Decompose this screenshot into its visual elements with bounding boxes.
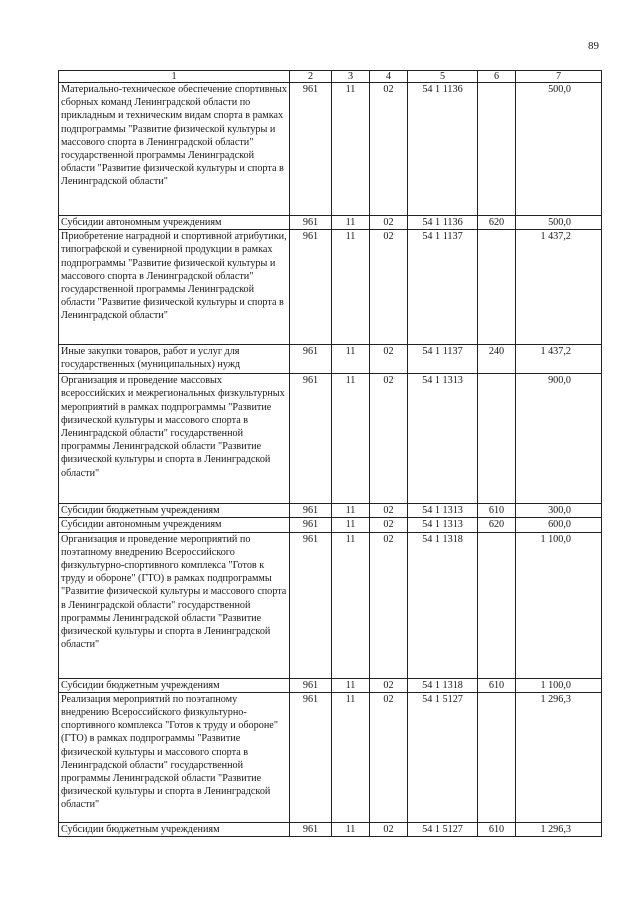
- row-subsection: 02: [370, 216, 408, 230]
- row-subsection: 02: [370, 822, 408, 836]
- row-name: Материально-техническое обеспечение спортивных сборных команд Ленинградской области по прикладным и техническим видам спорта в рамках подпрограммы "Развитие физической культуры и массового спорта в Ленинградской области" государственной программы Ленинградской области "Развитие физической культуры и спорта в Ленинградской области": [59, 83, 290, 216]
- row-target-article: 54 1 5127: [408, 692, 478, 822]
- row-target-article: 54 1 1136: [408, 83, 478, 216]
- row-expense-type: 610: [478, 678, 516, 692]
- table-row: [59, 230, 602, 345]
- table-row: [59, 692, 602, 822]
- row-expense-type: 240: [478, 345, 516, 374]
- row-name: Субсидии бюджетным учреждениям: [59, 822, 290, 836]
- row-subsection: 02: [370, 374, 408, 504]
- row-section: 11: [332, 374, 370, 504]
- row-subsection: 02: [370, 692, 408, 822]
- row-ministry: 961: [290, 216, 332, 230]
- row-amount: 1 437,2: [516, 230, 602, 345]
- table-row: [59, 822, 602, 836]
- page-number: 89: [588, 40, 599, 52]
- row-expense-type: 620: [478, 518, 516, 532]
- budget-table: [58, 70, 602, 837]
- row-amount: 1 100,0: [516, 678, 602, 692]
- table-row: [59, 345, 602, 374]
- table-row: [59, 216, 602, 230]
- row-expense-type: [478, 374, 516, 504]
- row-amount: 1 437,2: [516, 345, 602, 374]
- row-target-article: 54 1 1137: [408, 345, 478, 374]
- header-cell: 5: [408, 71, 478, 83]
- row-subsection: 02: [370, 230, 408, 345]
- row-section: 11: [332, 678, 370, 692]
- row-target-article: 54 1 1318: [408, 678, 478, 692]
- row-section: 11: [332, 532, 370, 678]
- row-ministry: 961: [290, 345, 332, 374]
- row-section: 11: [332, 345, 370, 374]
- row-subsection: 02: [370, 504, 408, 518]
- row-target-article: 54 1 1318: [408, 532, 478, 678]
- row-amount: 300,0: [516, 504, 602, 518]
- header-cell: 3: [332, 71, 370, 83]
- row-name: Реализация мероприятий по поэтапному внедрению Всероссийского физкультурно-спортивного комплекса "Готов к труду и обороне" (ГТО) в рамках подпрограммы "Развитие физической культуры и массового спорта в Ленинградской области" государственной программы Ленинградской области "Развитие физической культуры и спорта в Ленинградской области": [59, 692, 290, 822]
- row-expense-type: [478, 692, 516, 822]
- row-name: Субсидии бюджетным учреждениям: [59, 504, 290, 518]
- row-ministry: 961: [290, 504, 332, 518]
- row-ministry: 961: [290, 678, 332, 692]
- row-section: 11: [332, 230, 370, 345]
- row-name: Организация и проведение мероприятий по поэтапному внедрению Всероссийского физкультурно-спортивного комплекса "Готов к труду и обороне" (ГТО) в рамках подпрограммы "Развитие физической культуры и массового спорта в Ленинградской области" государственной программы Ленинградской области "Развитие физической культуры и спорта в Ленинградской области": [59, 532, 290, 678]
- row-name: Субсидии автономным учреждениям: [59, 518, 290, 532]
- row-name: Субсидии бюджетным учреждениям: [59, 678, 290, 692]
- row-subsection: 02: [370, 532, 408, 678]
- table-row: [59, 678, 602, 692]
- row-name: Организация и проведение массовых всероссийских и межрегиональных физкультурных мероприятий в рамках подпрограммы "Развитие физической культуры и массового спорта в Ленинградской области" государственной программы Ленинградской области "Развитие физической культуры и спорта в Ленинградской области": [59, 374, 290, 504]
- row-expense-type: 610: [478, 822, 516, 836]
- row-ministry: 961: [290, 692, 332, 822]
- row-name: Субсидии автономным учреждениям: [59, 216, 290, 230]
- row-section: 11: [332, 518, 370, 532]
- row-amount: 500,0: [516, 83, 602, 216]
- row-section: 11: [332, 692, 370, 822]
- row-ministry: 961: [290, 374, 332, 504]
- header-cell: 1: [59, 71, 290, 83]
- row-amount: 1 296,3: [516, 692, 602, 822]
- row-expense-type: [478, 532, 516, 678]
- row-section: 11: [332, 83, 370, 216]
- row-target-article: 54 1 1313: [408, 504, 478, 518]
- table-row: [59, 83, 602, 216]
- row-expense-type: [478, 230, 516, 345]
- row-amount: 1 296,3: [516, 822, 602, 836]
- table-row: [59, 518, 602, 532]
- table-row: [59, 504, 602, 518]
- row-expense-type: [478, 83, 516, 216]
- table-row: [59, 374, 602, 504]
- row-section: 11: [332, 822, 370, 836]
- row-ministry: 961: [290, 230, 332, 345]
- header-cell: 2: [290, 71, 332, 83]
- table-header-row: [59, 71, 602, 83]
- row-amount: 1 100,0: [516, 532, 602, 678]
- header-cell: 6: [478, 71, 516, 83]
- row-name: Приобретение наградной и спортивной атрибутики, типографской и сувенирной продукции в рамках подпрограммы "Развитие физической культуры и массового спорта в Ленинградской области" государственной программы Ленинградской области "Развитие физической культуры и спорта в Ленинградской области": [59, 230, 290, 345]
- row-expense-type: 610: [478, 504, 516, 518]
- row-ministry: 961: [290, 83, 332, 216]
- row-target-article: 54 1 1313: [408, 518, 478, 532]
- row-subsection: 02: [370, 83, 408, 216]
- row-section: 11: [332, 504, 370, 518]
- row-section: 11: [332, 216, 370, 230]
- row-target-article: 54 1 1137: [408, 230, 478, 345]
- table-row: [59, 532, 602, 678]
- row-ministry: 961: [290, 822, 332, 836]
- row-name: Иные закупки товаров, работ и услуг для государственных (муниципальных) нужд: [59, 345, 290, 374]
- row-amount: 500,0: [516, 216, 602, 230]
- row-amount: 600,0: [516, 518, 602, 532]
- row-ministry: 961: [290, 518, 332, 532]
- row-subsection: 02: [370, 345, 408, 374]
- header-cell: 7: [516, 71, 602, 83]
- row-target-article: 54 1 5127: [408, 822, 478, 836]
- row-subsection: 02: [370, 518, 408, 532]
- row-ministry: 961: [290, 532, 332, 678]
- row-target-article: 54 1 1136: [408, 216, 478, 230]
- header-cell: 4: [370, 71, 408, 83]
- row-target-article: 54 1 1313: [408, 374, 478, 504]
- row-expense-type: 620: [478, 216, 516, 230]
- row-subsection: 02: [370, 678, 408, 692]
- row-amount: 900,0: [516, 374, 602, 504]
